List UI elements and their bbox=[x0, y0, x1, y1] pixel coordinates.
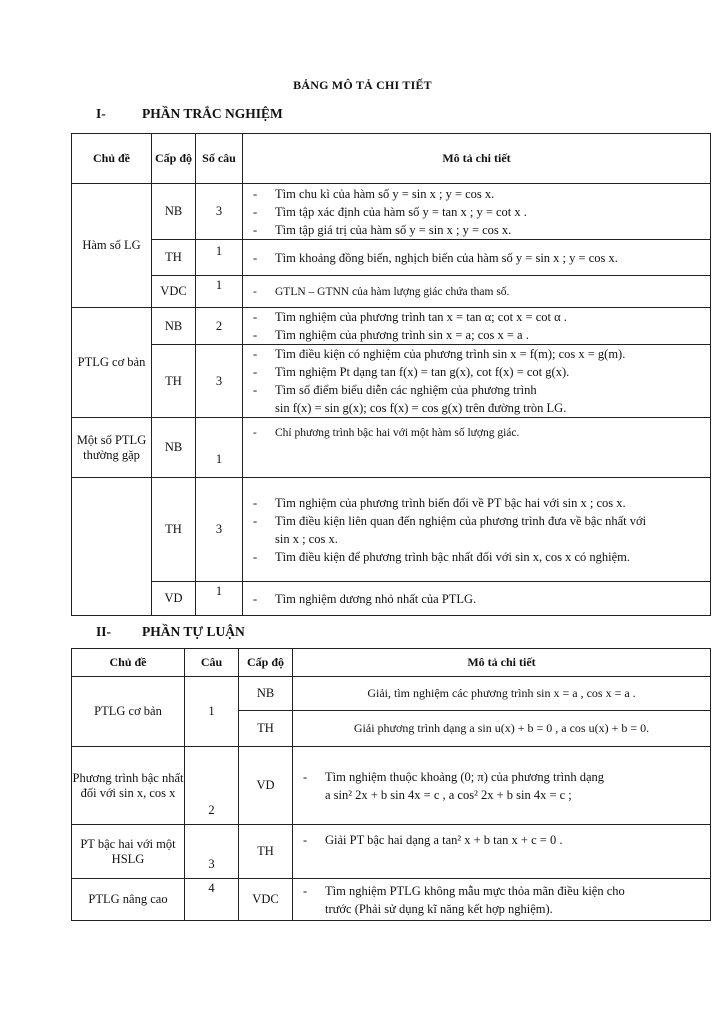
header-level: Cấp độ bbox=[239, 649, 293, 677]
description-cell bbox=[243, 276, 711, 308]
description-item: - Tìm số điểm biểu diễn các nghiệm của phương trình sin f(x) = sin g(x); cos f(x) = cos g(x) trên đường tròn LG. bbox=[253, 381, 704, 417]
description-item: - Tìm điều kiện liên quan đến nghiệm của phương trình đưa về bậc nhất với sin x ; cos x. bbox=[253, 512, 704, 548]
level-cell: TH bbox=[239, 825, 293, 879]
description-item: - Giải PT bậc hai dạng a tan² x + b tan x + c = 0 . bbox=[303, 831, 704, 849]
count-cell: 1 bbox=[196, 582, 243, 616]
count-cell: 3 bbox=[196, 184, 243, 240]
description-item: - Tìm điều kiện để phương trình bậc nhất đối với sin x, cos x có nghiệm. bbox=[253, 548, 704, 566]
description-cell: Giải phương trình dạng a sin u(x) + b = 0 , a cos u(x) + b = 0. bbox=[293, 711, 711, 747]
description-cell bbox=[293, 747, 711, 825]
description-item: - Chỉ phương trình bậc hai với một hàm số lượng giác. bbox=[253, 424, 704, 442]
question-cell: 2 bbox=[185, 747, 239, 825]
header-level: Cấp độ bbox=[152, 134, 196, 184]
table-row bbox=[72, 276, 711, 308]
question-cell: 3 bbox=[185, 825, 239, 879]
header-topic: Chủ đề bbox=[72, 649, 185, 677]
header-count: Số câu bbox=[196, 134, 243, 184]
header-description: Mô tả chi tiết bbox=[243, 134, 711, 184]
multiple-choice-table bbox=[71, 133, 711, 616]
description-item: - Tìm nghiệm Pt dạng tan f(x) = tan g(x), cot f(x) = cot g(x). bbox=[253, 363, 704, 381]
count-cell: 1 bbox=[196, 418, 243, 478]
level-cell: NB bbox=[239, 677, 293, 711]
level-cell: TH bbox=[239, 711, 293, 747]
header-question: Câu bbox=[185, 649, 239, 677]
description-cell bbox=[243, 184, 711, 240]
topic-cell: Phương trình bậc nhất đối với sin x, cos x bbox=[72, 747, 185, 825]
description-item: - Tìm chu kì của hàm số y = sin x ; y = cos x. bbox=[253, 185, 704, 203]
page-title: BẢNG MÔ TẢ CHI TIẾT bbox=[293, 78, 432, 92]
description-item: - Tìm điều kiện có nghiệm của phương trình sin x = f(m); cos x = g(m). bbox=[253, 345, 704, 363]
description-cell bbox=[243, 582, 711, 616]
table-row bbox=[72, 478, 711, 582]
table-row bbox=[72, 747, 711, 825]
level-cell: VD bbox=[152, 582, 196, 616]
description-cell bbox=[293, 879, 711, 921]
header-topic: Chủ đề bbox=[72, 134, 152, 184]
level-cell: TH bbox=[152, 240, 196, 276]
count-cell: 1 bbox=[196, 276, 243, 308]
level-cell: TH bbox=[152, 345, 196, 418]
description-item: - Tìm nghiệm thuộc khoảng (0; π) của phương trình dạng a sin² 2x + b sin 4x = c , a cos² 2x + b sin 4x = c ; bbox=[303, 768, 704, 804]
table-row bbox=[72, 240, 711, 276]
description-cell bbox=[293, 825, 711, 879]
topic-cell: PT bậc hai với một HSLG bbox=[72, 825, 185, 879]
table-row bbox=[72, 879, 711, 921]
level-cell: NB bbox=[152, 308, 196, 345]
table-row bbox=[72, 582, 711, 616]
count-cell: 1 bbox=[196, 240, 243, 276]
section-heading-multiple-choice bbox=[96, 106, 283, 122]
count-cell: 3 bbox=[196, 345, 243, 418]
description-item: - Tìm nghiệm của phương trình biến đổi về PT bậc hai với sin x ; cos x. bbox=[253, 494, 704, 512]
count-cell: 3 bbox=[196, 478, 243, 582]
description-item: - Tìm nghiệm của phương trình tan x = tan α; cot x = cot α . bbox=[253, 308, 704, 326]
table-row bbox=[72, 308, 711, 345]
description-cell bbox=[243, 308, 711, 345]
section-label: PHẦN TRẮC NGHIỆM bbox=[142, 106, 283, 121]
topic-cell: PTLG nâng cao bbox=[72, 879, 185, 921]
table-row bbox=[72, 184, 711, 240]
description-item: - Tìm tập xác định của hàm số y = tan x ; y = cot x . bbox=[253, 203, 704, 221]
section-number: I- bbox=[96, 106, 106, 121]
level-cell: VDC bbox=[239, 879, 293, 921]
table-row bbox=[72, 345, 711, 418]
description-item: - Tìm nghiệm dương nhỏ nhất của PTLG. bbox=[253, 590, 704, 608]
description-cell bbox=[243, 418, 711, 478]
topic-cell: PTLG cơ bản bbox=[72, 308, 152, 418]
description-item: - Tìm tập giá trị của hàm số y = sin x ; y = cos x. bbox=[253, 221, 704, 239]
question-cell: 1 bbox=[185, 677, 239, 747]
level-cell: NB bbox=[152, 184, 196, 240]
section-label: PHẦN TỰ LUẬN bbox=[142, 624, 245, 639]
description-item: - Tìm nghiệm của phương trình sin x = a; cos x = a . bbox=[253, 326, 704, 344]
description-cell bbox=[243, 240, 711, 276]
table-row bbox=[72, 677, 711, 711]
description-item: - GTLN – GTNN của hàm lượng giác chứa tham số. bbox=[253, 283, 704, 301]
description-cell: Giải, tìm nghiệm các phương trình sin x = a , cos x = a . bbox=[293, 677, 711, 711]
description-item: - Tìm nghiệm PTLG không mẫu mực thỏa mãn điều kiện cho trước (Phải sử dụng kĩ năng kết hợp nghiệm). bbox=[303, 882, 704, 918]
topic-cell-empty bbox=[72, 478, 152, 616]
table-row bbox=[72, 825, 711, 879]
topic-cell: PTLG cơ bản bbox=[72, 677, 185, 747]
table-row bbox=[72, 418, 711, 478]
description-cell bbox=[243, 345, 711, 418]
level-cell: VD bbox=[239, 747, 293, 825]
count-cell: 2 bbox=[196, 308, 243, 345]
level-cell: NB bbox=[152, 418, 196, 478]
section-number: II- bbox=[96, 624, 112, 639]
essay-table bbox=[71, 648, 711, 921]
header-description: Mô tả chi tiết bbox=[293, 649, 711, 677]
section-heading-essay bbox=[96, 624, 245, 640]
topic-cell: Một số PTLG thường gặp bbox=[72, 418, 152, 478]
description-cell bbox=[243, 478, 711, 582]
level-cell: TH bbox=[152, 478, 196, 582]
topic-cell: Hàm số LG bbox=[72, 184, 152, 308]
description-item: - Tìm khoảng đồng biến, nghịch biến của hàm số y = sin x ; y = cos x. bbox=[253, 249, 704, 267]
question-cell: 4 bbox=[185, 879, 239, 921]
level-cell: VDC bbox=[152, 276, 196, 308]
